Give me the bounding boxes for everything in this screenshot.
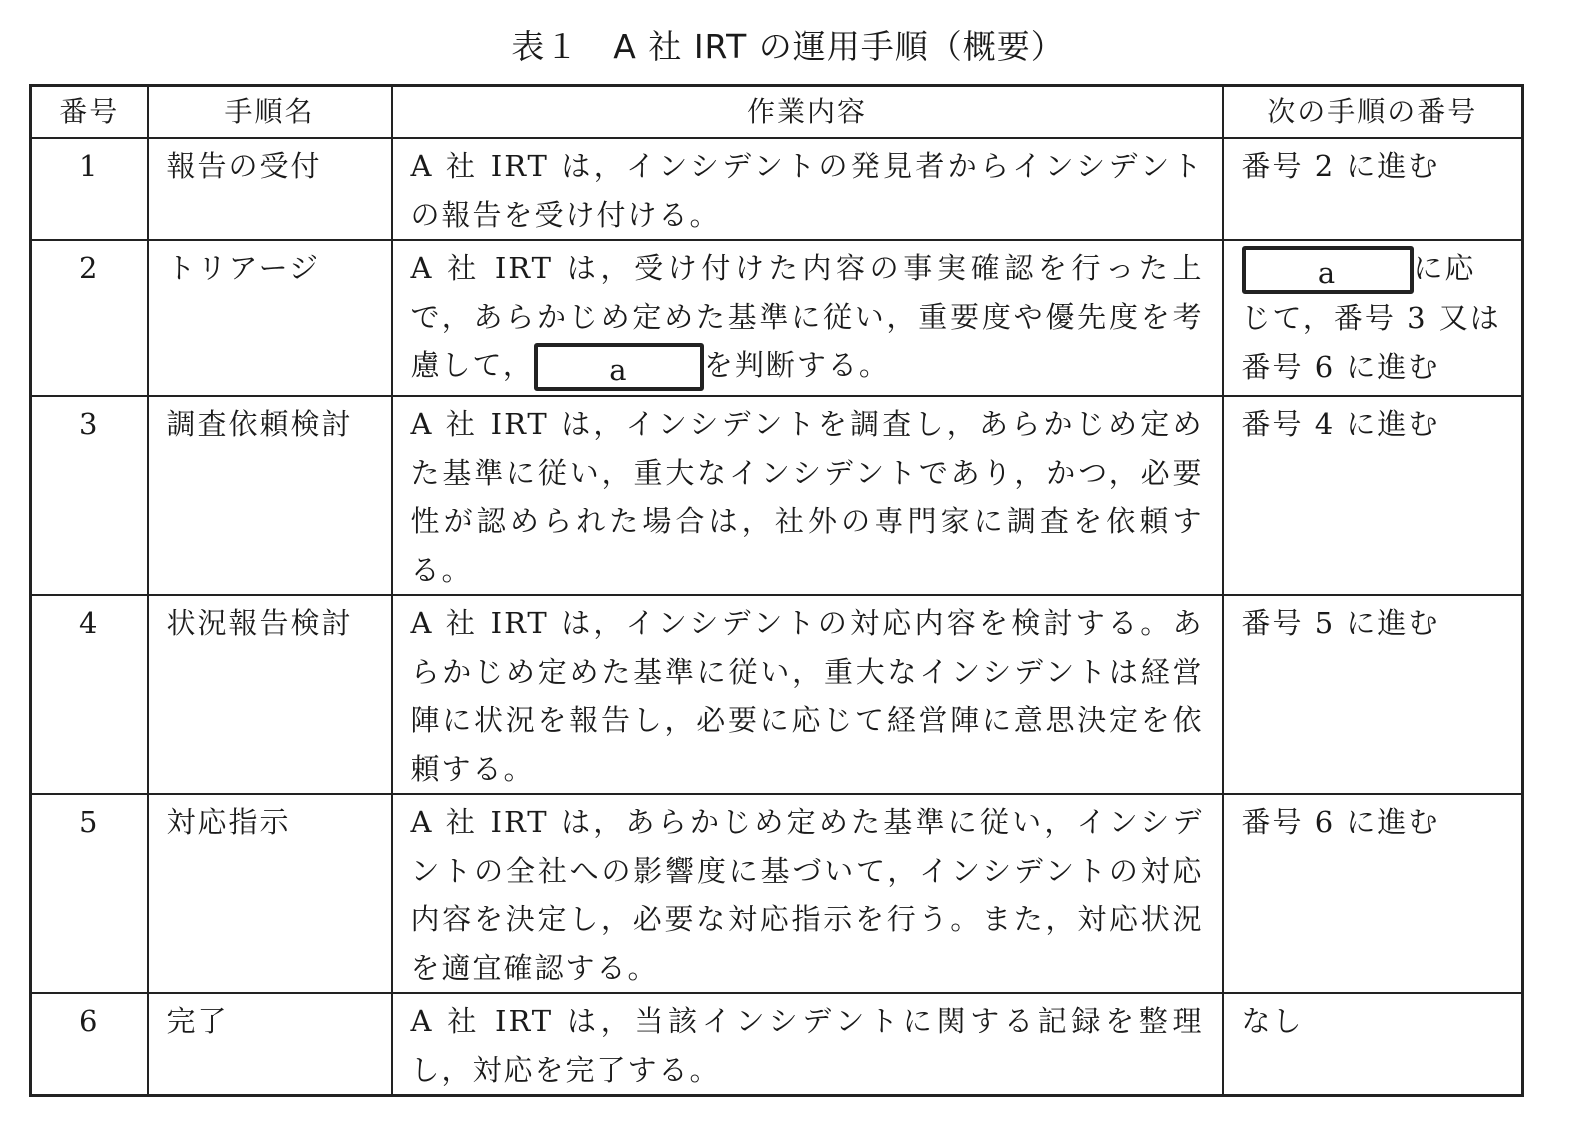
table-row (31, 993, 1523, 1096)
table-row (31, 138, 1523, 240)
header-work-content: 作業内容 (392, 86, 1223, 139)
row-number: 6 (31, 993, 148, 1096)
row-next (1223, 240, 1523, 396)
procedure-table (29, 84, 1524, 1097)
row-content: A 社 IRT は，当該インシデントに関する記録を整理し，対応を完了する。 (392, 993, 1223, 1096)
header-step-name: 手順名 (148, 86, 392, 139)
answer-blank-a: a (534, 343, 704, 391)
table-row (31, 595, 1523, 794)
row-step-name: 完了 (148, 993, 392, 1096)
row-next: 番号 5 に進む (1223, 595, 1523, 794)
row-step-name: 報告の受付 (148, 138, 392, 240)
row-step-name: 対応指示 (148, 794, 392, 993)
answer-blank-a: a (1242, 246, 1414, 294)
row-next: 番号 4 に進む (1223, 396, 1523, 595)
row-step-name: 状況報告検討 (148, 595, 392, 794)
row-next: 番号 6 に進む (1223, 794, 1523, 993)
row-number: 4 (31, 595, 148, 794)
row-content: A 社 IRT は，インシデントを調査し，あらかじめ定めた基準に従い，重大なインシデントであり，かつ，必要性が認められた場合は，社外の専門家に調査を依頼する。 (392, 396, 1223, 595)
content-text: を判断する。 (703, 348, 890, 382)
next-text: に応じて，番号 3 又は番号 6 に進む (1241, 251, 1501, 384)
header-row (31, 86, 1523, 139)
table-title: 表１ A 社 IRT の運用手順（概要） (511, 27, 1065, 66)
header-next-step: 次の手順の番号 (1223, 86, 1523, 139)
row-number: 3 (31, 396, 148, 595)
row-step-name: トリアージ (148, 240, 392, 396)
row-content: A 社 IRT は，インシデントの対応内容を検討する。あらかじめ定めた基準に従い，重大なインシデントは経営陣に状況を報告し，必要に応じて経営陣に意思決定を依頼する。 (392, 595, 1223, 794)
row-content: A 社 IRT は，インシデントの発見者からインシデントの報告を受け付ける。 (392, 138, 1223, 240)
row-content (392, 240, 1223, 396)
row-number: 2 (31, 240, 148, 396)
table-row (31, 240, 1523, 396)
row-next: なし (1223, 993, 1523, 1096)
table-row (31, 396, 1523, 595)
row-step-name: 調査依頼検討 (148, 396, 392, 595)
content-text: A 社 IRT は，受け付けた内容の事実確認を行った上で，あらかじめ定めた基準に従い，重要度や優先度を考慮して， (410, 251, 1204, 382)
table-row (31, 794, 1523, 993)
row-next: 番号 2 に進む (1223, 138, 1523, 240)
row-number: 5 (31, 794, 148, 993)
row-content: A 社 IRT は，あらかじめ定めた基準に従い，インシデントの全社への影響度に基づいて，インシデントの対応内容を決定し，必要な対応指示を行う。また，対応状況を適宜確認する。 (392, 794, 1223, 993)
row-number: 1 (31, 138, 148, 240)
header-number: 番号 (31, 86, 148, 139)
